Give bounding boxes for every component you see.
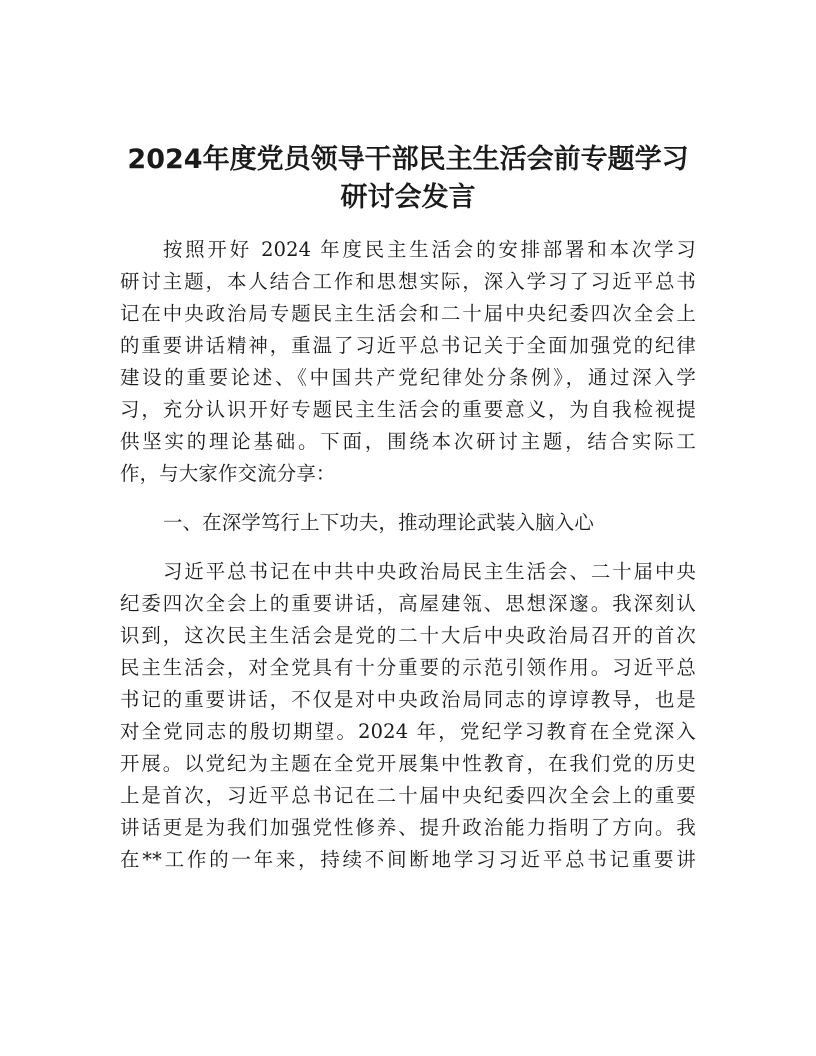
paragraph-2-line: 习近平总书记在中共中央政治局民主生活会、二十届中央 bbox=[163, 560, 696, 583]
paragraph-1-line: 供坚实的理论基础。下面，围绕本次研讨主题，结合实际工 bbox=[120, 430, 696, 453]
paragraph-1-line: 按照开好 2024 年度民主生活会的安排部署和本次学习 bbox=[163, 238, 696, 261]
paragraph-2-line: 识到，这次民主生活会是党的二十大后中央政治局召开的首次 bbox=[120, 624, 696, 647]
paragraph-2-line: 讲话更是为我们加强党性修养、提升政治能力指明了方向。我 bbox=[120, 816, 696, 839]
paragraph-2-line: 书记的重要讲话，不仅是对中央政治局同志的谆谆教导，也是 bbox=[120, 688, 696, 711]
paragraph-1-line: 建设的重要论述、《中国共产党纪律处分条例》，通过深入学 bbox=[120, 366, 696, 389]
paragraph-2-line: 上是首次，习近平总书记在二十届中央纪委四次全会上的重要 bbox=[120, 784, 696, 807]
section-1-heading: 一、在深学笃行上下功夫，推动理论武装入脑入心 bbox=[163, 511, 594, 534]
paragraph-1-line: 记在中央政治局专题民主生活会和二十届中央纪委四次全会上 bbox=[120, 302, 696, 325]
paragraph-1-line: 研讨主题，本人结合工作和思想实际，深入学习了习近平总书 bbox=[120, 270, 696, 293]
paragraph-2-line: 对全党同志的殷切期望。2024 年，党纪学习教育在全党深入 bbox=[120, 720, 696, 743]
paragraph-1-line: 作，与大家作交流分享： bbox=[120, 462, 336, 485]
paragraph-2-line: 开展。以党纪为主题在全党开展集中性教育，在我们党的历史 bbox=[120, 752, 696, 775]
paragraph-2-line: 在**工作的一年来，持续不间断地学习习近平总书记重要讲 bbox=[120, 848, 696, 871]
document-title-line-1: 2024年度党员领导干部民主生活会前专题学习 bbox=[127, 144, 689, 175]
paragraph-1-line: 习，充分认识开好专题民主生活会的重要意义，为自我检视提 bbox=[120, 398, 696, 421]
paragraph-2-line: 纪委四次全会上的重要讲话，高屋建瓴、思想深邃。我深刻认 bbox=[120, 592, 696, 615]
paragraph-2-line: 民主生活会，对全党具有十分重要的示范引领作用。习近平总 bbox=[120, 656, 696, 679]
paragraph-1-line: 的重要讲话精神，重温了习近平总书记关于全面加强党的纪律 bbox=[120, 334, 696, 357]
document-title-line-2: 研讨会发言 bbox=[340, 182, 476, 213]
